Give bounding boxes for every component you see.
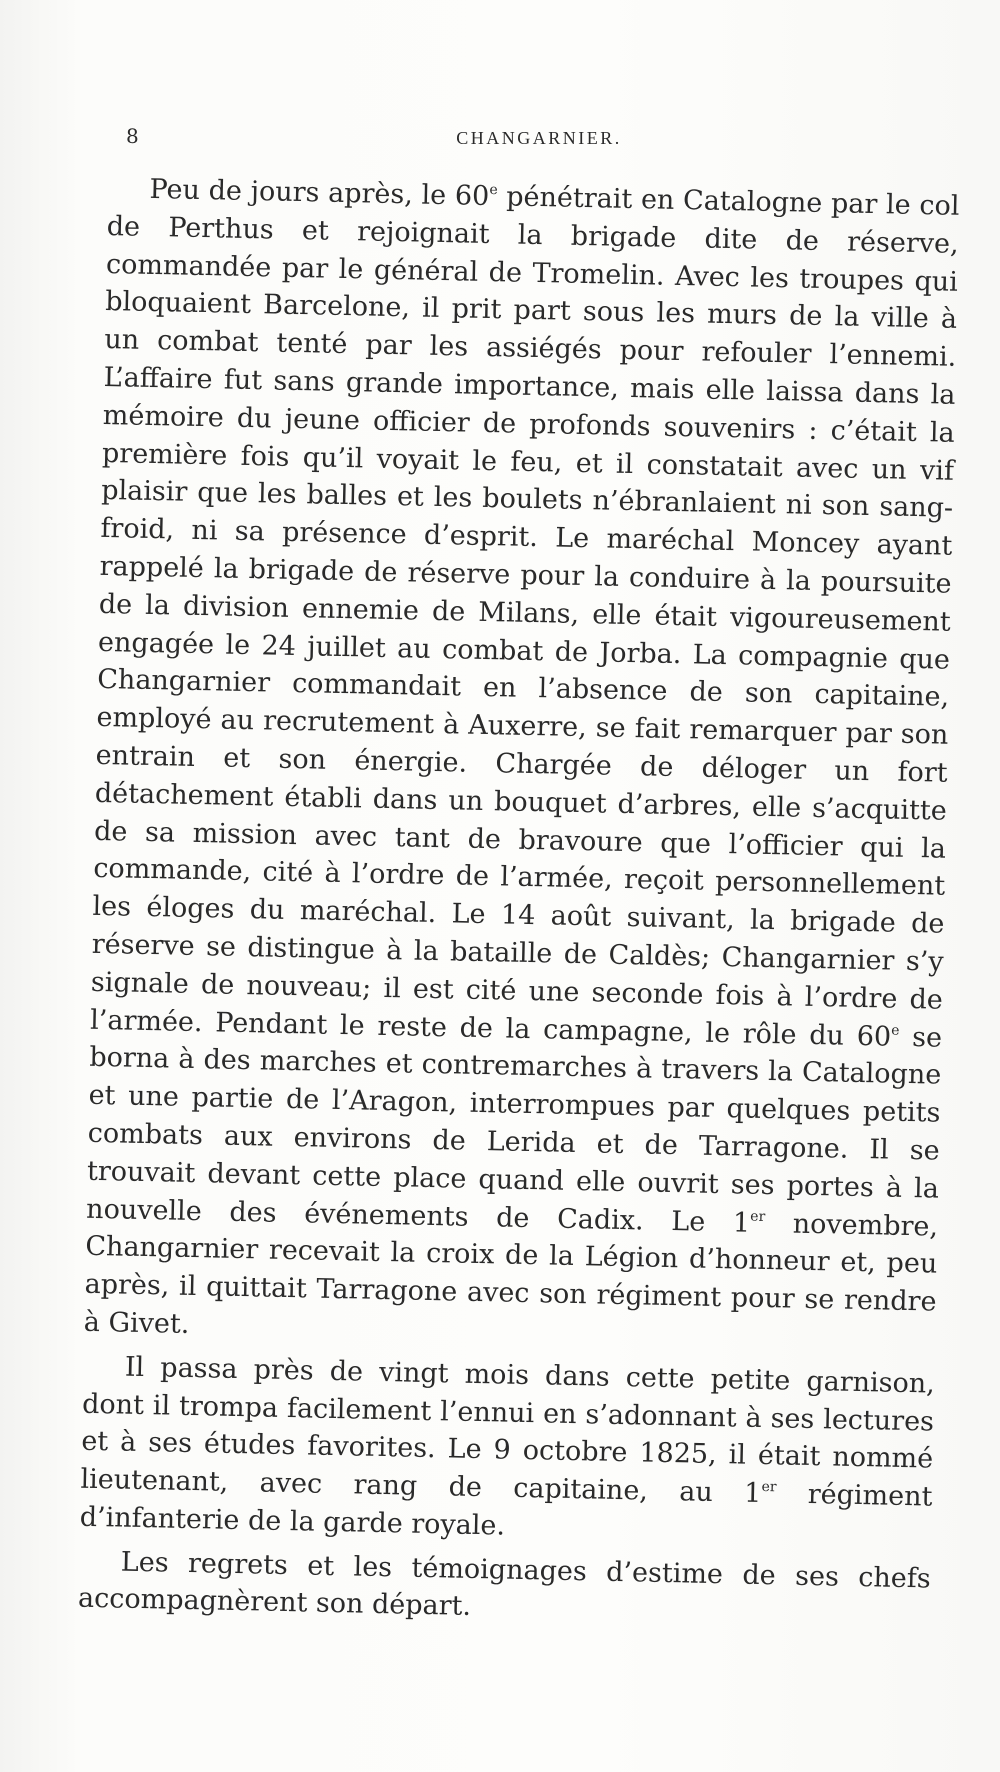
superscript: er (750, 1208, 766, 1225)
page-header (124, 124, 954, 154)
superscript: e (489, 181, 498, 199)
superscript: e (891, 1022, 900, 1039)
paragraph-2 (79, 1347, 935, 1554)
text-run: Il passa près de vingt mois dans cette petite garnison, dont il trompa facilement l’ennui en s’adonnant à ses lectures et à ses études favorites. Le 9 octobre 1825, il était nommé lieutenant, avec rang de capitaine, au 1 (80, 1351, 936, 1510)
superscript: er (761, 1479, 777, 1496)
body-text (78, 170, 960, 1642)
paragraph-3 (78, 1542, 931, 1635)
page-number: 8 (126, 124, 140, 148)
text-run: Les regrets et les témoignages d’estime de ses chefs accompagnèrent son départ. (77, 1546, 932, 1623)
running-title: CHANGARNIER. (456, 128, 622, 148)
text-run: se borna à des marches et contremarches à travers la Catalogne et une partie de l’Aragon, interrompues par quelques petits combats aux environs de Lerida et de Tarragone. Il se trouvait devant cette place quand elle ouvrit ses portes à la nouvelle des événements de Cadix. Le 1 (85, 1021, 943, 1239)
text-run: Peu de jours après, le 60 (149, 173, 490, 212)
paragraph-1 (83, 170, 959, 1359)
text-run: novembre, Changarnier recevait la croix de la Légion d’honneur et, peu après, il quittait Tarragone avec son régiment pour se rendre à Givet. (83, 1207, 939, 1340)
text-run: pénétrait en Catalogne par le col de Perthus et rejoignait la brigade dite de réserve, commandée par le général de Tromelin. Avec les troupes qui bloquaient Barcelone, il prit part sous les murs de la ville à un combat tenté par les assiégés pour refouler l’ennemi. L’affaire fut sans grande importance, mais elle laissa dans la mémoire du jeune officier de profonds souvenirs : c’était la première fois qu’il voyait le feu, et il constatait avec un vif plaisir que les balles et les boulets n’ébranlaient ni son sang-froid, ni sa présence d’esprit. Le maréchal Moncey ayant rappelé la brigade de réserve pour la conduire à la poursuite de la division ennemie de Milans, elle était vigoureusement engagée le 24 juillet au combat de Jorba. La compagnie que Changarnier commandait en l’absence de son capitaine, employé au recrutement à Auxerre, se fait remarquer par son entrain et son énergie. Chargée de déloger un fort détachement établi dans un bouquet d’arbres, elle s’acquitte de sa mission avec tant de bravoure que l’officier qui la commande, cité à l’ordre de l’armée, reçoit personnellement les éloges du maréchal. Le 14 août suivant, la brigade de réserve se distingue à la bataille de Caldès; Changarnier s’y signale de nouveau; il est cité une seconde fois à l’ordre de l’armée. Pendant le reste de la campagne, le rôle du 60 (89, 181, 960, 1053)
text-run: régiment d’infanterie de la garde royale. (79, 1478, 933, 1542)
